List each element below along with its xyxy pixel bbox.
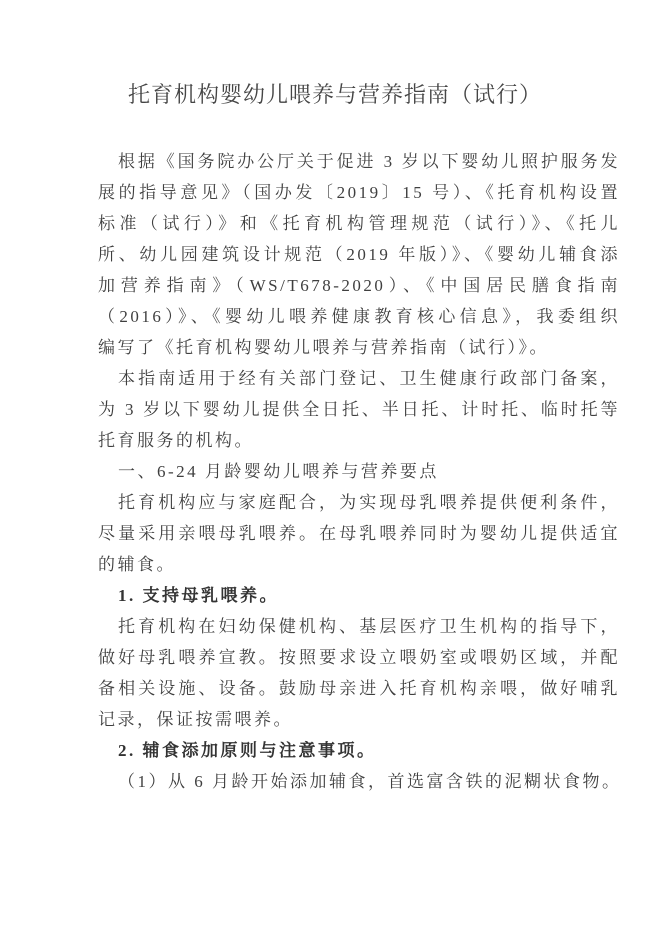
text-line: 尽量采用亲喂母乳喂养。在母乳喂养同时为婴幼儿提供适宜 — [98, 524, 620, 543]
text-line: 备相关设施、设备。鼓励母亲进入托育机构亲喂，做好哺乳 — [98, 679, 620, 698]
document-body — [98, 146, 620, 797]
text-line: 为 3 岁以下婴幼儿提供全日托、半日托、计时托、临时托等 — [98, 400, 620, 419]
text-line: 标准（试行）》和《托育机构管理规范（试行）》、《托儿 — [98, 214, 620, 233]
text-line: 编写了《托育机构婴幼儿喂养与营养指南（试行）》。 — [98, 338, 549, 357]
text-line: 记录，保证按需喂养。 — [98, 710, 293, 729]
text-line: 托育机构应与家庭配合，为实现母乳喂养提供便利条件， — [118, 493, 620, 512]
text-line: （1）从 6 月龄开始添加辅食，首选富含铁的泥糊状食物。 — [118, 772, 622, 791]
text-line: 本指南适用于经有关部门登记、卫生健康行政部门备案， — [118, 369, 620, 388]
text-line: 展的指导意见》（国办发〔2019〕15 号）、《托育机构设置 — [98, 183, 620, 202]
text-line: 托育机构在妇幼保健机构、基层医疗卫生机构的指导下， — [118, 617, 620, 636]
text-line: 的辅食。 — [98, 555, 176, 574]
text-line: 所、幼儿园建筑设计规范（2019 年版）》、《婴幼儿辅食添 — [98, 245, 620, 264]
text-line: 根据《国务院办公厅关于促进 3 岁以下婴幼儿照护服务发 — [118, 152, 620, 171]
heading-line: 2. 辅食添加原则与注意事项。 — [118, 741, 377, 760]
heading-line: 1. 支持母乳喂养。 — [118, 586, 279, 605]
text-line: （2016）》、《婴幼儿喂养健康教育核心信息》，我委组织 — [98, 307, 620, 326]
document-title: 托育机构婴幼儿喂养与营养指南（试行） — [127, 82, 542, 107]
text-line: 做好母乳喂养宣教。按照要求设立喂奶室或喂奶区域，并配 — [98, 648, 620, 667]
text-line: 一、6-24 月龄婴幼儿喂养与营养要点 — [118, 462, 439, 481]
text-line: 加营养指南》（WS/T678-2020）、《中国居民膳食指南 — [98, 276, 620, 295]
text-line: 托育服务的机构。 — [98, 431, 254, 450]
